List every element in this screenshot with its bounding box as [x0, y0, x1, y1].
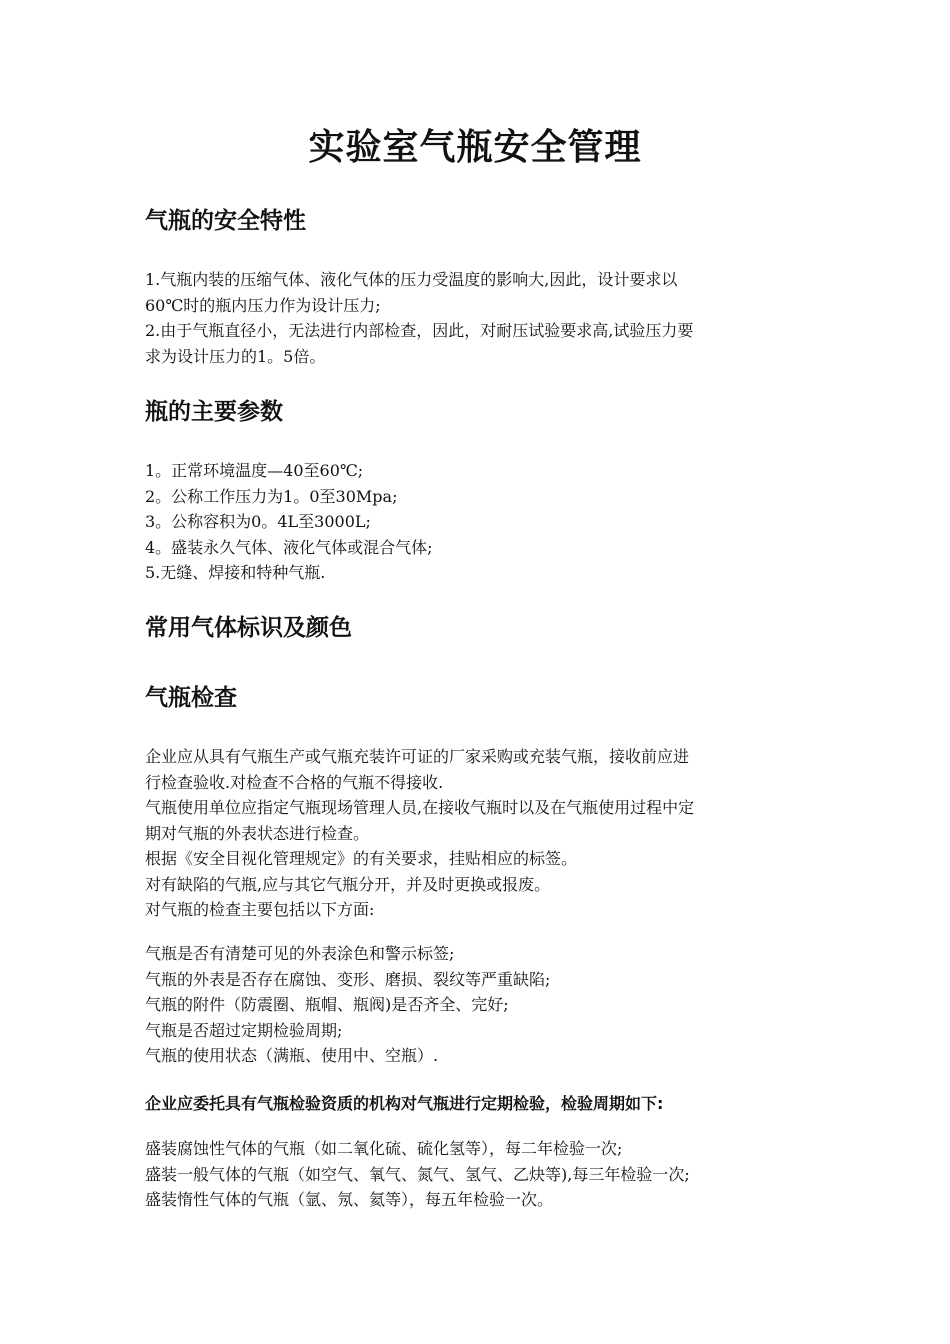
list-item: 1。正常环境温度—40至60℃; [145, 461, 364, 480]
section-heading-safety-characteristics: 气瓶的安全特性 [145, 208, 306, 234]
list-item: 盛装腐蚀性气体的气瓶（如二氧化硫、硫化氢等），每二年检验一次; [145, 1139, 623, 1158]
text-line: 期对气瓶的外表状态进行检查。 [145, 823, 370, 843]
text-line: 行检查验收.对检查不合格的气瓶不得接收. [145, 772, 444, 792]
text-line: 求为设计压力的1。5倍。 [145, 346, 326, 366]
list-item: 3。公称容积为0。4L至3000L; [145, 512, 371, 531]
text-line: 气瓶使用单位应指定气瓶现场管理人员,在接收气瓶时以及在气瓶使用过程中定 [145, 798, 695, 817]
inspection-period-list [145, 1136, 825, 1213]
safety-characteristics-paragraph [145, 267, 825, 369]
main-parameters-list [145, 458, 825, 586]
text-line: 2.由于气瓶直径小，无法进行内部检查，因此，对耐压试验要求高,试验压力要 [145, 321, 694, 340]
periodic-inspection-statement: 企业应委托具有气瓶检验资质的机构对气瓶进行定期检验，检验周期如下: [145, 1094, 664, 1113]
document-title: 实验室气瓶安全管理 [308, 127, 642, 168]
section-heading-gas-identification-colors: 常用气体标识及颜色 [145, 615, 352, 641]
inspection-checklist [145, 941, 825, 1069]
list-item: 盛装惰性气体的气瓶（氩、氖、氦等），每五年检验一次。 [145, 1190, 554, 1209]
list-item: 气瓶的附件（防震圈、瓶帽、瓶阀)是否齐全、完好; [145, 995, 509, 1014]
list-item: 气瓶的外表是否存在腐蚀、变形、磨损、裂纹等严重缺陷; [145, 969, 551, 989]
section-heading-main-parameters: 瓶的主要参数 [145, 399, 283, 425]
text-line: 企业应从具有气瓶生产或气瓶充装许可证的厂家采购或充装气瓶，接收前应进 [145, 747, 690, 766]
section-heading-cylinder-inspection: 气瓶检查 [145, 685, 237, 711]
list-item: 盛装一般气体的气瓶（如空气、氧气、氮气、氢气、乙炔等),每三年检验一次; [145, 1164, 690, 1184]
text-line: 对有缺陷的气瓶,应与其它气瓶分开，并及时更换或报废。 [145, 874, 551, 894]
list-item: 5.无缝、焊接和特种气瓶. [145, 563, 326, 582]
list-item: 4。盛装永久气体、液化气体或混合气体; [145, 537, 433, 557]
text-line: 1.气瓶内装的压缩气体、液化气体的压力受温度的影响大,因此，设计要求以 [145, 270, 678, 289]
text-line: 根据《安全目视化管理规定》的有关要求，挂贴相应的标签。 [145, 849, 578, 868]
cylinder-inspection-paragraph [145, 744, 825, 923]
text-line: 对气瓶的检查主要包括以下方面: [145, 900, 375, 919]
text-line: 60℃时的瓶内压力作为设计压力; [145, 295, 381, 315]
list-item: 气瓶是否有清楚可见的外表涂色和警示标签; [145, 944, 455, 963]
list-item: 2。公称工作压力为1。0至30Mpa; [145, 486, 398, 506]
list-item: 气瓶的使用状态（满瓶、使用中、空瓶）. [145, 1046, 439, 1065]
list-item: 气瓶是否超过定期检验周期; [145, 1020, 343, 1040]
